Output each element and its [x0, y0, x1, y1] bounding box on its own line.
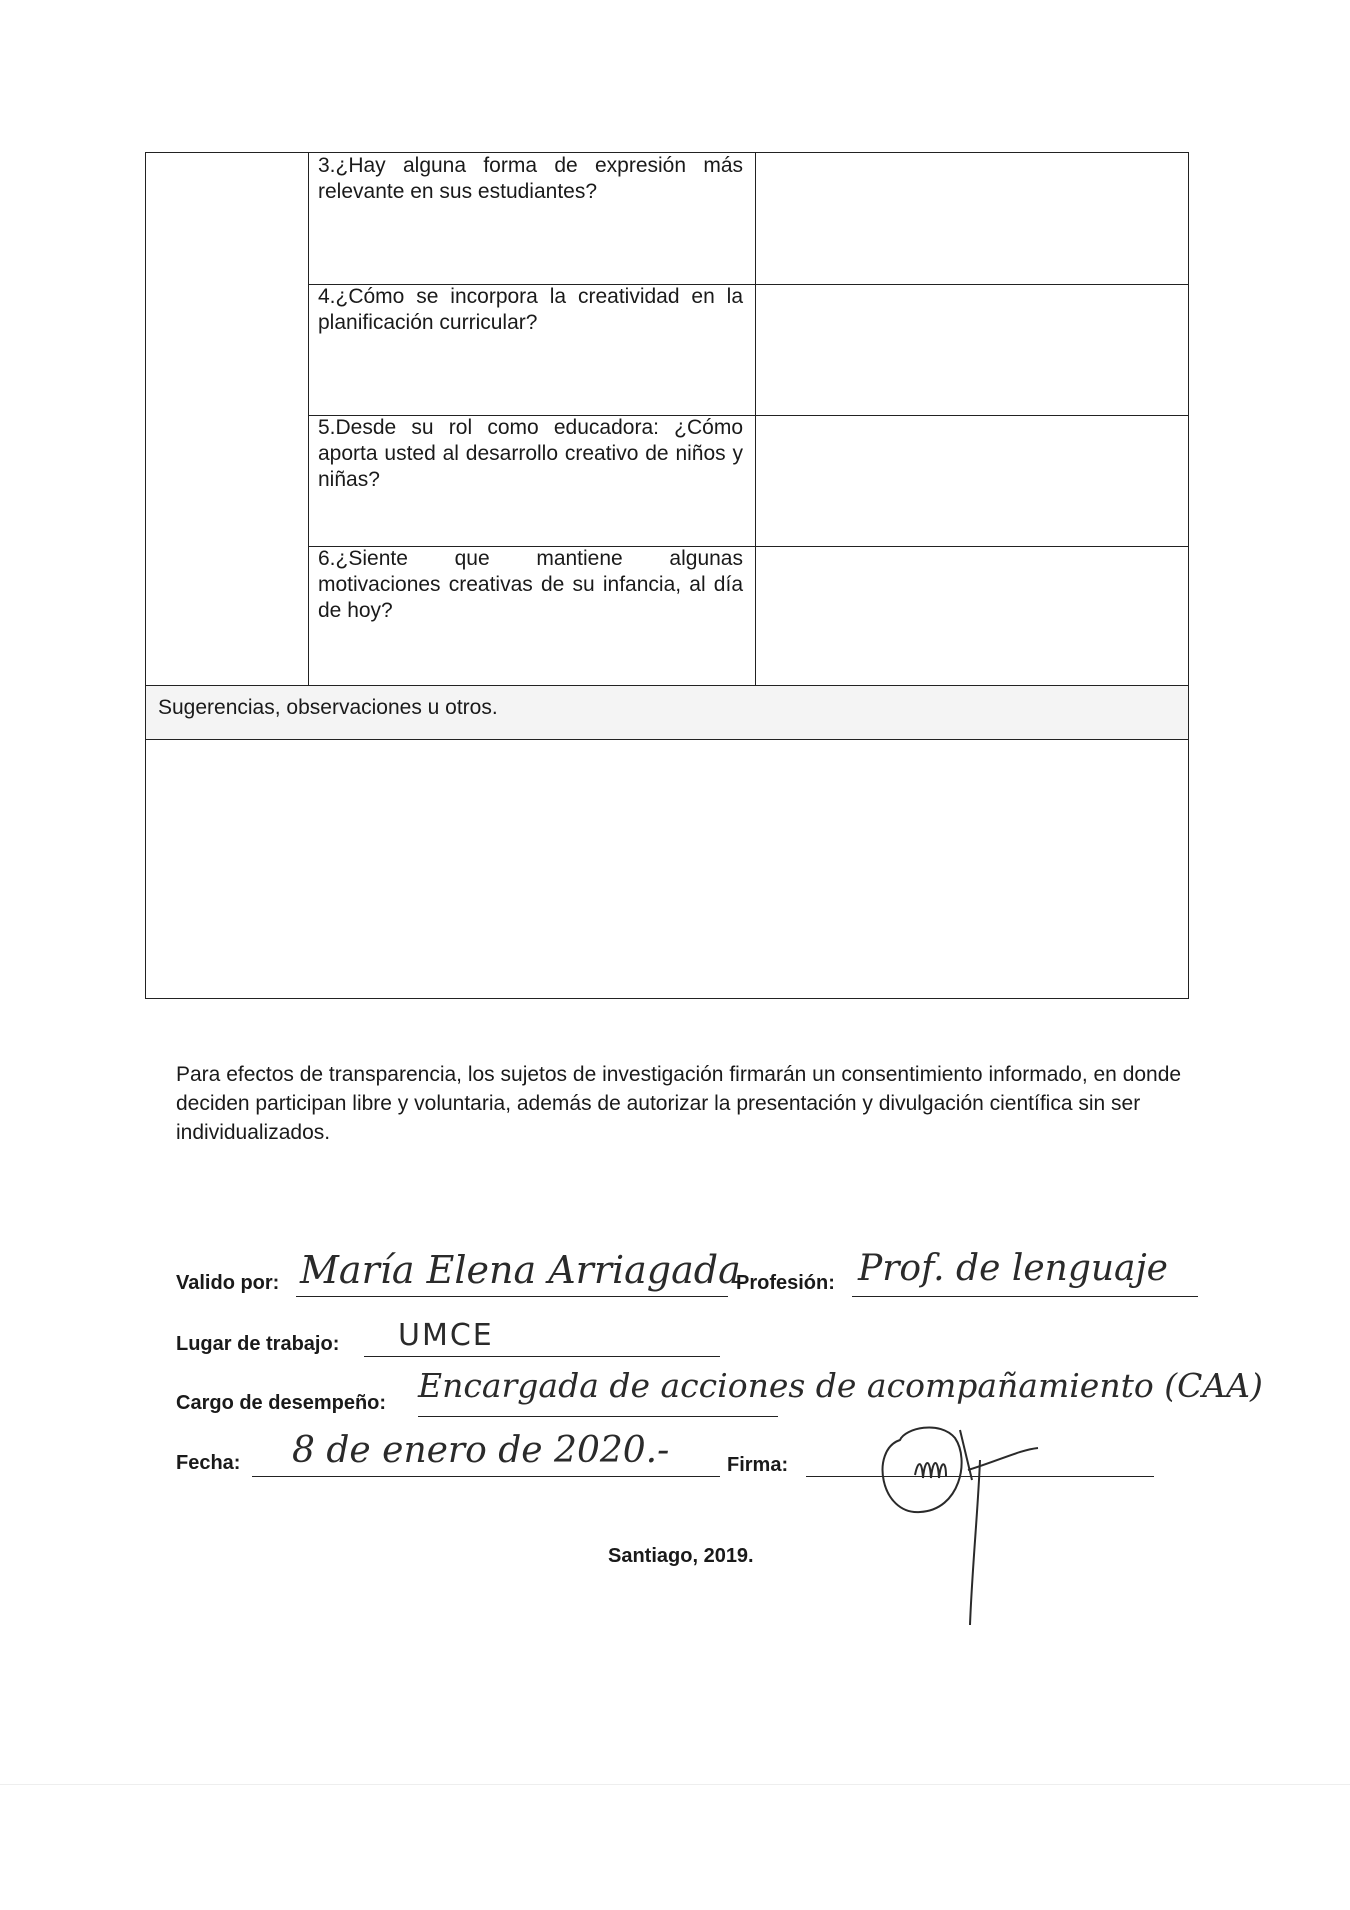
place-date: Santiago, 2019. [608, 1545, 754, 1567]
workplace-handwriting: UMCE [398, 1318, 494, 1353]
category-column [146, 153, 309, 685]
profession-label: Profesión: [736, 1272, 835, 1294]
transparency-paragraph: Para efectos de transparencia, los sujetos de investigación firmarán un consentimiento informado, en donde deciden participan libre y voluntaria, además de autorizar la presentación y divulgación científica sin ser individualizados. [176, 1063, 1182, 1144]
answer-column [756, 153, 1188, 685]
role-line [418, 1416, 778, 1417]
handwritten-signature [860, 1420, 1090, 1630]
workplace-label: Lugar de trabajo: [176, 1333, 340, 1355]
suggestions-label: Sugerencias, observaciones u otros. [158, 696, 498, 719]
date-handwriting: 8 de enero de 2020.- [292, 1430, 670, 1471]
validated-by-line [296, 1296, 728, 1297]
role-label: Cargo de desempeño: [176, 1392, 387, 1414]
suggestions-area [146, 740, 1188, 998]
validated-by-handwriting: María Elena Arriagada [300, 1248, 741, 1292]
profession-handwriting: Prof. de lenguaje [858, 1248, 1168, 1289]
question-6: 6.¿Siente que mantiene algunas motivaciones creativas de su infancia, al día de hoy? [318, 547, 743, 622]
signature-label: Firma: [727, 1454, 789, 1476]
scan-edge [0, 1784, 1350, 1785]
questionnaire-table [145, 152, 1189, 999]
question-4: 4.¿Cómo se incorpora la creatividad en la planificación curricular? [318, 285, 743, 334]
date-label: Fecha: [176, 1452, 241, 1474]
profession-line [852, 1296, 1198, 1297]
date-line [252, 1476, 720, 1477]
question-3: 3.¿Hay alguna forma de expresión más relevante en sus estudiantes? [318, 154, 743, 203]
workplace-line [364, 1356, 720, 1357]
question-5: 5.Desde su rol como educadora: ¿Cómo aporta usted al desarrollo creativo de niños y niñas? [318, 416, 743, 491]
suggestions-header [146, 685, 1188, 740]
role-handwriting: Encargada de acciones de acompañamiento (CAA) [418, 1366, 1263, 1405]
validated-by-label: Valido por: [176, 1272, 280, 1294]
